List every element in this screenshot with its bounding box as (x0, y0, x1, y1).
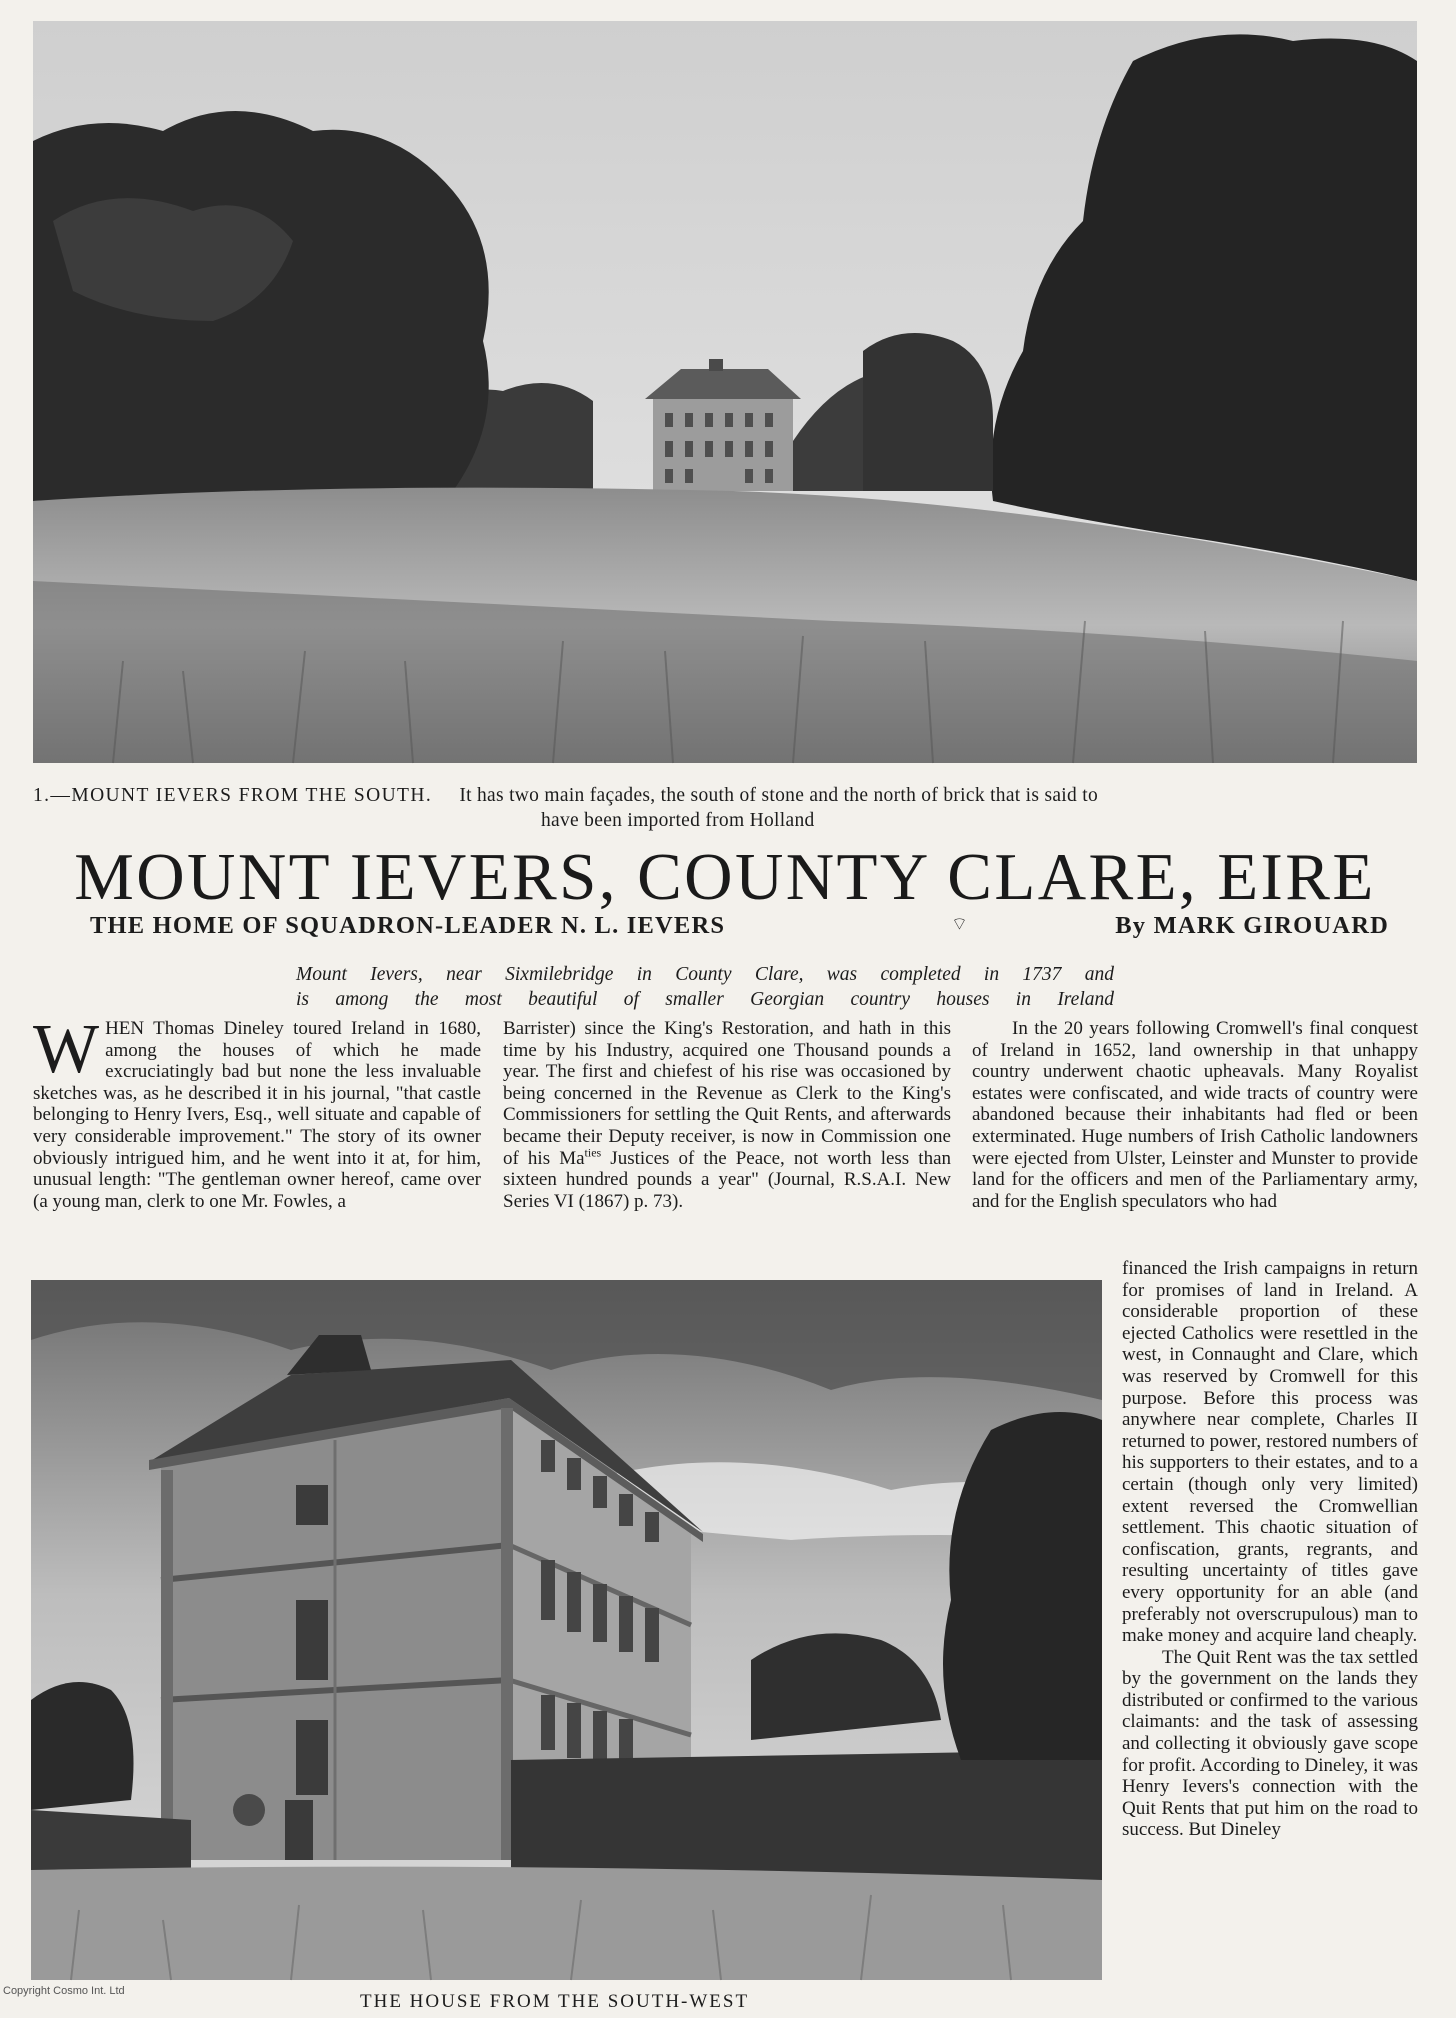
photo-south-west-illustration (31, 1280, 1102, 1980)
standfirst-line1: Mount Ievers, near Sixmilebridge in County Clare, was completed in 1737 and (296, 964, 1114, 985)
photo-south-illustration (33, 21, 1417, 763)
figure2-caption-partial: THE HOUSE FROM THE SOUTH-WEST (360, 1991, 750, 2012)
body-column-3-narrow (1122, 1258, 1418, 1841)
body-column-1 (33, 1011, 481, 1212)
figure1-caption-label: 1.—MOUNT IEVERS FROM THE SOUTH. (33, 785, 433, 806)
article-byline: By MARK GIROUARD (1115, 912, 1389, 939)
body-column-2 (503, 1018, 951, 1212)
column1-text: HEN Thomas Dineley toured Ireland in 1680, among the houses of which he made excruciatingly bad but none the less invaluable sketches was, as he described it in his journal, "that castle belonging to Henry Ivers, Esq., well situate and capable of very considerable improvement." The story of its owner obviously intrigued him, and he went into it at, for him, unusual length: "The gentleman owner hereof, came over (a young man, clerk to one Mr. Fowles, a (33, 1018, 481, 1212)
standfirst-line2: is among the most beautiful of smaller Georgian country houses in Ireland (296, 989, 1114, 1010)
figure1-caption-line2: have been imported from Holland (541, 810, 815, 831)
column2-text-b: Justices of the Peace, not worth less than sixteen hundred pounds a year" (Journal, R.S.A.I. New Series VI (1867) p. 73). (503, 1147, 952, 1212)
figure1-caption (33, 783, 1417, 833)
article-title: MOUNT IEVERS, COUNTY CLARE, EIRE (74, 840, 1376, 914)
column3-narrow-paragraph-1: financed the Irish campaigns in return for promises of land in Ireland. A considerable proportion of these ejected Catholics were resettled in the west, in Connaught and Clare, which was reserved by Cromwell for this purpose. Before this process was anywhere near complete, Charles II returned to power, restored numbers of his supporters to their estates, and to a certain (though only very limited) extent reversed the Cromwellian settlement. This chaotic situation of confiscation, grants, regrants, and resulting uncertainty of titles gave every opportunity for an able (and preferably not overscrupulous) man to make money and acquire land cheaply. (1122, 1258, 1418, 1647)
column2-text-a: Barrister) since the King's Restoration, and hath in this time by his Industry, acquired one Thousand pounds a year. The first and chiefest of his rise was occasioned by being concerned in the Revenue as Clerk to the King's Commissioners for settling the Quit Rents, and afterwards became their Deputy receiver, is now in Commission one of his Ma (503, 1018, 951, 1169)
copyright-notice: Copyright Cosmo Int. Ltd (0, 1985, 128, 1997)
ornament-icon: ⌔ (951, 914, 970, 934)
article-standfirst (296, 962, 1114, 1012)
photo-mount-ievers-south (33, 21, 1417, 763)
drop-cap: W (33, 1011, 100, 1088)
photo-mount-ievers-south-west (31, 1280, 1102, 1980)
figure1-caption-line1: It has two main façades, the south of stone and the north of brick that is said to (459, 785, 1099, 806)
column2-superscript: ties (584, 1145, 602, 1160)
subtitle-row (33, 912, 1417, 942)
column3-top-text: In the 20 years following Cromwell's final conquest of Ireland in 1652, land ownership in that unhappy country underwent chaotic upheavals. Many Royalist estates were confiscated, and wide tracts of country were abandoned because their inhabitants had fled or been exterminated. Huge numbers of Irish Catholic landowners were ejected from Ulster, Leinster and Munster to provide land for the officers and men of the Parliamentary army, and for the English speculators who had (972, 1018, 1418, 1212)
article-subtitle: THE HOME OF SQUADRON-LEADER N. L. IEVERS (90, 912, 726, 939)
body-column-3-top (972, 1018, 1418, 1212)
column3-narrow-paragraph-2: The Quit Rent was the tax settled by the government on the lands they distributed or confirmed to the various claimants: and the task of assessing and collecting it obviously gave scope for profit. According to Dineley, it was Henry Ievers's connection with the Quit Rents that put him on the road to success. But Dineley (1122, 1646, 1418, 1841)
